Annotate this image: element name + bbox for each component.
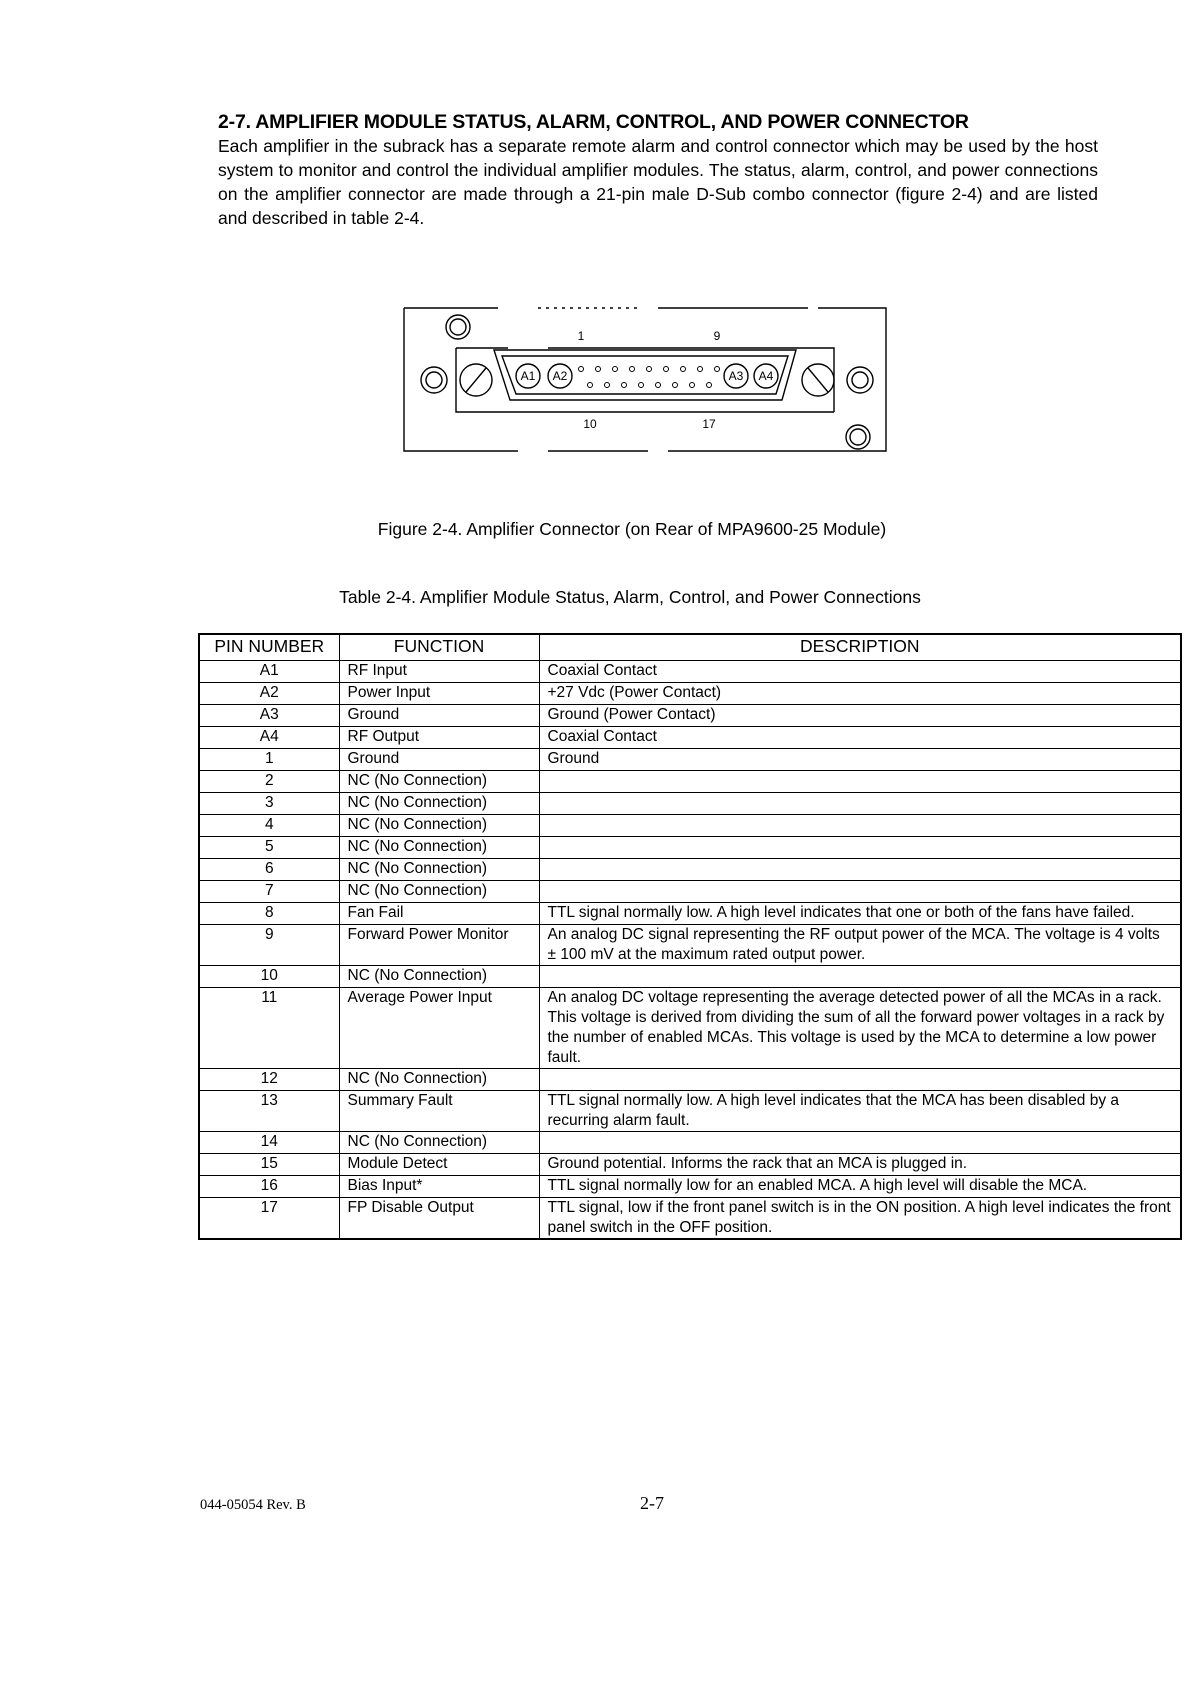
label-a2: A2 xyxy=(552,369,568,383)
pin-number-cell: 12 xyxy=(199,1069,339,1091)
description-cell xyxy=(539,815,1181,837)
description-cell xyxy=(539,793,1181,815)
description-cell xyxy=(539,859,1181,881)
section xyxy=(218,110,1098,230)
function-cell: NC (No Connection) xyxy=(339,1069,539,1091)
function-cell: Fan Fail xyxy=(339,903,539,925)
section-heading: 2-7. AMPLIFIER MODULE STATUS, ALARM, CONTROL, AND POWER CONNECTOR xyxy=(218,111,969,133)
description-cell xyxy=(539,771,1181,793)
function-cell: NC (No Connection) xyxy=(339,837,539,859)
figure-caption: Figure 2-4. Amplifier Connector (on Rear of MPA9600-25 Module) xyxy=(377,519,887,539)
label-pin10: 10 xyxy=(583,417,597,431)
pin-number-cell: 7 xyxy=(199,881,339,903)
table-row xyxy=(199,815,1181,837)
table-row xyxy=(199,1091,1181,1132)
pin-number-cell: 17 xyxy=(199,1198,339,1240)
function-cell: Module Detect xyxy=(339,1154,539,1176)
pin-number-cell: 3 xyxy=(199,793,339,815)
description-cell: Ground potential. Informs the rack that an MCA is plugged in. xyxy=(539,1154,1181,1176)
description-cell: An analog DC voltage representing the average detected power of all the MCAs in a rack. This voltage is derived from dividing the sum of all the forward power voltages in a rack by the number of enabled MCAs. This voltage is used by the MCA to determine a low power fault. xyxy=(539,988,1181,1069)
header-description: DESCRIPTION xyxy=(539,634,1181,661)
pin-number-cell: 11 xyxy=(199,988,339,1069)
table-row xyxy=(199,1198,1181,1240)
table-caption: Table 2-4. Amplifier Module Status, Alarm, Control, and Power Connections xyxy=(339,587,921,607)
table-row xyxy=(199,1132,1181,1154)
doc-number: 044-05054 Rev. B xyxy=(200,1497,306,1513)
function-cell: NC (No Connection) xyxy=(339,771,539,793)
pin-number-cell: 16 xyxy=(199,1176,339,1198)
table-row xyxy=(199,1154,1181,1176)
pin-number-cell: A2 xyxy=(199,683,339,705)
function-cell: Forward Power Monitor xyxy=(339,925,539,966)
description-cell: Coaxial Contact xyxy=(539,661,1181,683)
table-body xyxy=(199,661,1181,1240)
label-pin9: 9 xyxy=(713,329,721,343)
function-cell: NC (No Connection) xyxy=(339,815,539,837)
function-cell: NC (No Connection) xyxy=(339,859,539,881)
function-cell: NC (No Connection) xyxy=(339,881,539,903)
description-cell: Ground (Power Contact) xyxy=(539,705,1181,727)
pin-number-cell: A4 xyxy=(199,727,339,749)
pin-number-cell: 9 xyxy=(199,925,339,966)
description-cell: Ground xyxy=(539,749,1181,771)
description-cell: +27 Vdc (Power Contact) xyxy=(539,683,1181,705)
connector-drawing xyxy=(398,296,932,466)
table-row xyxy=(199,727,1181,749)
pin-number-cell: 6 xyxy=(199,859,339,881)
table-row xyxy=(199,749,1181,771)
description-cell: TTL signal, low if the front panel switch is in the ON position. A high level indicates the front panel switch in the OFF position. xyxy=(539,1198,1181,1240)
page-number: 2-7 xyxy=(640,1493,664,1513)
description-cell: TTL signal normally low for an enabled MCA. A high level will disable the MCA. xyxy=(539,1176,1181,1198)
description-cell xyxy=(539,1132,1181,1154)
connector-figure xyxy=(398,296,932,466)
table-row xyxy=(199,793,1181,815)
table-row xyxy=(199,859,1181,881)
pin-number-cell: 1 xyxy=(199,749,339,771)
function-cell: Bias Input* xyxy=(339,1176,539,1198)
pin-number-cell: 13 xyxy=(199,1091,339,1132)
table-row xyxy=(199,771,1181,793)
table-row xyxy=(199,1176,1181,1198)
table-row xyxy=(199,661,1181,683)
table-row xyxy=(199,881,1181,903)
table-row xyxy=(199,925,1181,966)
description-cell: Coaxial Contact xyxy=(539,727,1181,749)
description-cell xyxy=(539,1069,1181,1091)
label-pin1: 1 xyxy=(577,329,585,343)
pin-table xyxy=(198,633,1182,1240)
function-cell: NC (No Connection) xyxy=(339,966,539,988)
pin-number-cell: 2 xyxy=(199,771,339,793)
function-cell: RF Input xyxy=(339,661,539,683)
pin-number-cell: 5 xyxy=(199,837,339,859)
label-pin17: 17 xyxy=(702,417,716,431)
table-row xyxy=(199,683,1181,705)
table-row xyxy=(199,966,1181,988)
description-cell: An analog DC signal representing the RF output power of the MCA. The voltage is 4 volts ± 100 mV at the maximum rated output power. xyxy=(539,925,1181,966)
label-a1: A1 xyxy=(520,369,536,383)
function-cell: RF Output xyxy=(339,727,539,749)
description-cell xyxy=(539,881,1181,903)
function-cell: Average Power Input xyxy=(339,988,539,1069)
description-cell: TTL signal normally low. A high level indicates that the MCA has been disabled by a recurring alarm fault. xyxy=(539,1091,1181,1132)
pin-number-cell: 10 xyxy=(199,966,339,988)
function-cell: Summary Fault xyxy=(339,1091,539,1132)
table-row xyxy=(199,705,1181,727)
table-row xyxy=(199,837,1181,859)
label-a3: A3 xyxy=(728,369,744,383)
table-row xyxy=(199,1069,1181,1091)
pin-number-cell: A3 xyxy=(199,705,339,727)
description-cell: TTL signal normally low. A high level indicates that one or both of the fans have failed. xyxy=(539,903,1181,925)
function-cell: NC (No Connection) xyxy=(339,1132,539,1154)
label-a4: A4 xyxy=(758,369,774,383)
description-cell xyxy=(539,966,1181,988)
d-shell-inner xyxy=(502,356,788,394)
table-header-row xyxy=(199,634,1181,661)
pin-number-cell: 4 xyxy=(199,815,339,837)
function-cell: NC (No Connection) xyxy=(339,793,539,815)
function-cell: Ground xyxy=(339,749,539,771)
header-pin-number: PIN NUMBER xyxy=(199,634,339,661)
function-cell: Power Input xyxy=(339,683,539,705)
description-cell xyxy=(539,837,1181,859)
pin-number-cell: A1 xyxy=(199,661,339,683)
section-paragraph: Each amplifier in the subrack has a separate remote alarm and control connector which may be used by the host system to monitor and control the individual amplifier modules. The status, alarm, control, and power connections on the amplifier connector are made through a 21-pin male D-Sub combo connector (figure 2-4) and are listed and described in table 2-4. xyxy=(218,136,1098,228)
function-cell: FP Disable Output xyxy=(339,1198,539,1240)
function-cell: Ground xyxy=(339,705,539,727)
pin-number-cell: 8 xyxy=(199,903,339,925)
header-function: FUNCTION xyxy=(339,634,539,661)
table-row xyxy=(199,988,1181,1069)
pin-number-cell: 14 xyxy=(199,1132,339,1154)
table-row xyxy=(199,903,1181,925)
pin-number-cell: 15 xyxy=(199,1154,339,1176)
